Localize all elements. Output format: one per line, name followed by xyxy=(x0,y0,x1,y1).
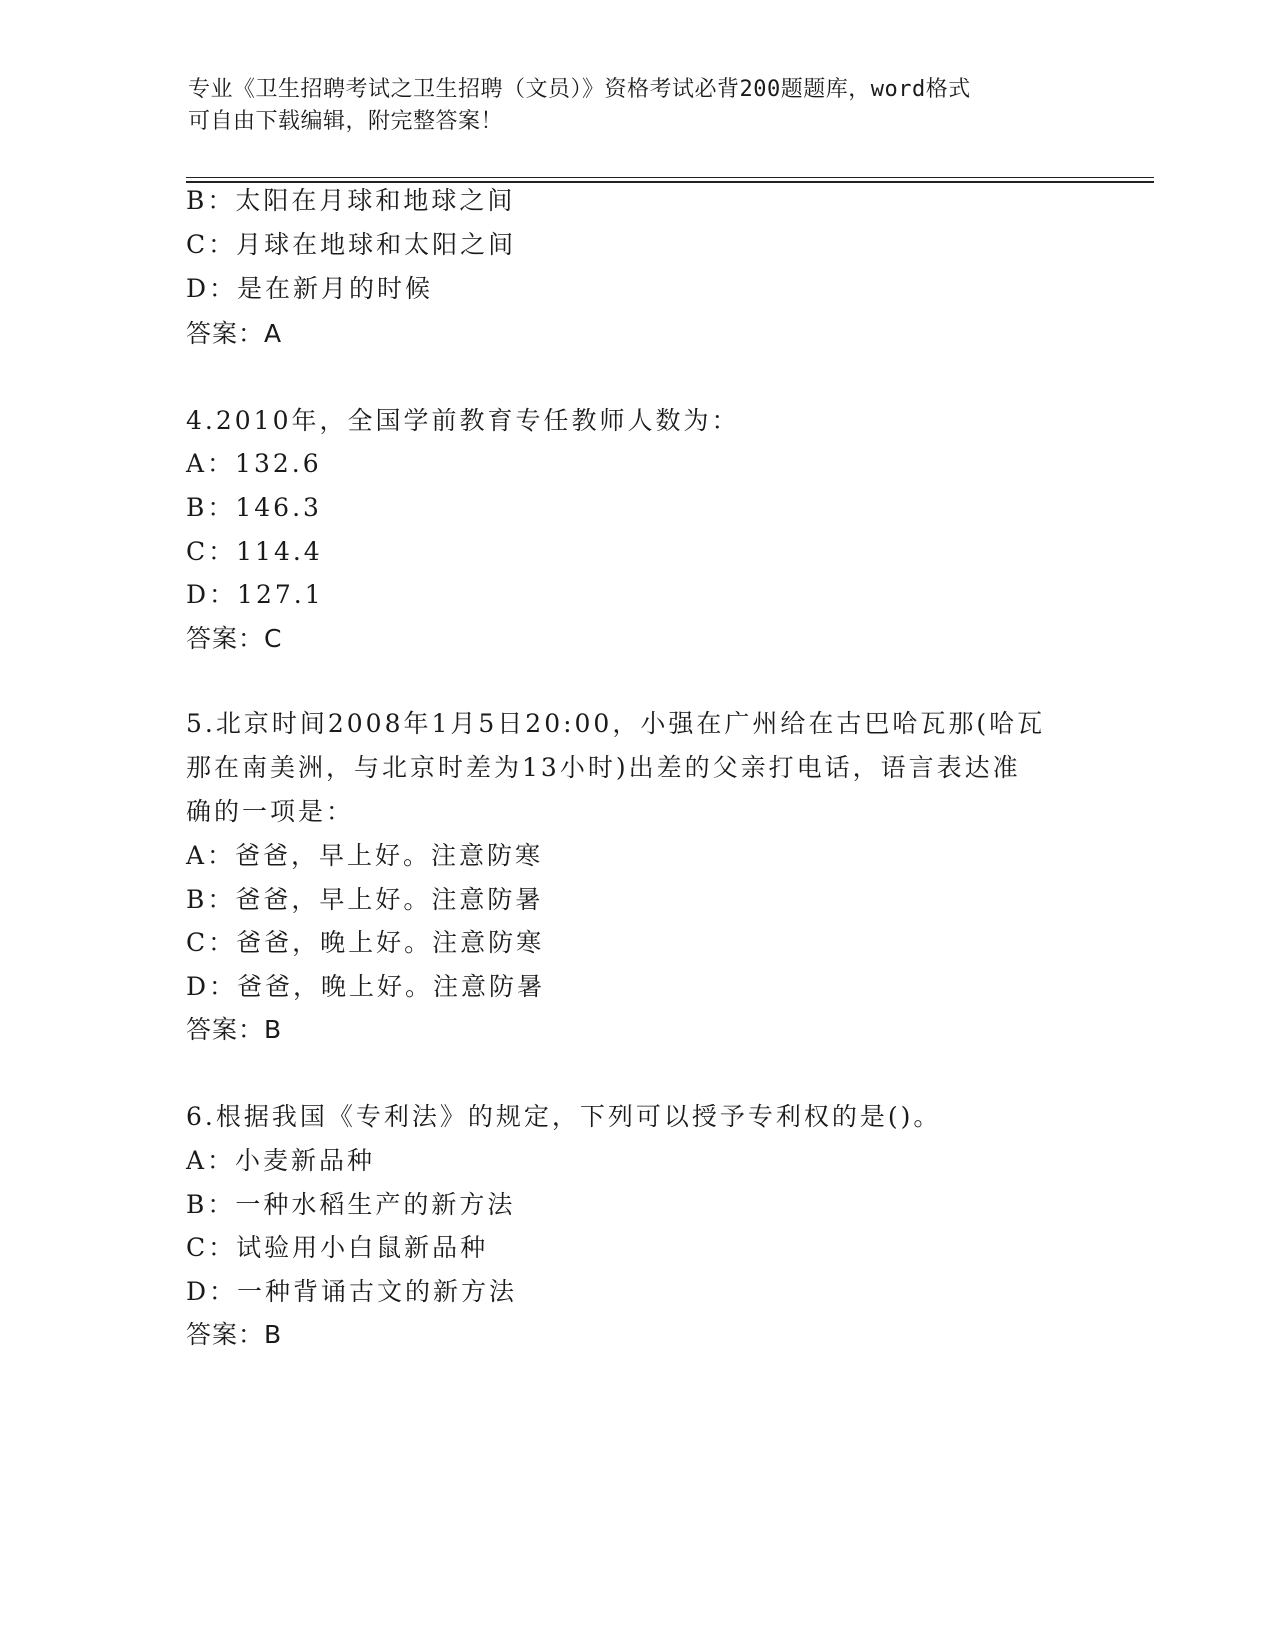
q4-option-b: B：146.3 xyxy=(186,493,322,522)
header-divider-thick xyxy=(186,181,1154,183)
q5-stem-line-1: 5.北京时间2008年1月5日20:00，小强在广州给在古巴哈瓦那(哈瓦 xyxy=(186,709,1046,738)
q3-option-b: B：太阳在月球和地球之间 xyxy=(186,186,516,215)
q3-answer: 答案：A xyxy=(186,319,283,348)
q6-stem: 6.根据我国《专利法》的规定，下列可以授予专利权的是()。 xyxy=(186,1102,942,1131)
q6-option-c: C：试验用小白鼠新品种 xyxy=(186,1233,489,1262)
q4-option-d: D：127.1 xyxy=(186,580,324,609)
header-line-1: 专业《卫生招聘考试之卫生招聘（文员）》资格考试必背200题题库，word格式 xyxy=(188,77,971,102)
q3-option-d: D：是在新月的时候 xyxy=(186,274,434,303)
q5-option-a: A：爸爸，早上好。注意防寒 xyxy=(186,841,544,870)
q5-option-b: B：爸爸，早上好。注意防暑 xyxy=(186,885,544,914)
q6-option-d: D：一种背诵古文的新方法 xyxy=(186,1277,518,1306)
q6-option-b: B：一种水稻生产的新方法 xyxy=(186,1190,516,1219)
q4-answer: 答案：C xyxy=(186,624,283,653)
q6-answer: 答案：B xyxy=(186,1320,283,1349)
q5-stem-line-3: 确的一项是： xyxy=(186,797,355,826)
q6-option-a: A：小麦新品种 xyxy=(186,1146,376,1175)
q4-option-a: A：132.6 xyxy=(186,449,322,478)
q5-option-d: D：爸爸，晚上好。注意防暑 xyxy=(186,972,546,1001)
q3-option-c: C：月球在地球和太阳之间 xyxy=(186,230,517,259)
header-line-2: 可自由下载编辑，附完整答案！ xyxy=(188,109,504,134)
document-header xyxy=(188,74,1068,138)
q5-option-c: C：爸爸，晚上好。注意防寒 xyxy=(186,928,545,957)
q5-answer: 答案：B xyxy=(186,1015,283,1044)
q4-option-c: C：114.4 xyxy=(186,537,323,566)
q5-stem-line-2: 那在南美洲，与北京时差为13小时)出差的父亲打电话，语言表达准 xyxy=(186,753,1021,782)
q4-stem: 4.2010年，全国学前教育专任教师人数为： xyxy=(186,406,740,435)
header-divider-thin xyxy=(186,177,1154,178)
